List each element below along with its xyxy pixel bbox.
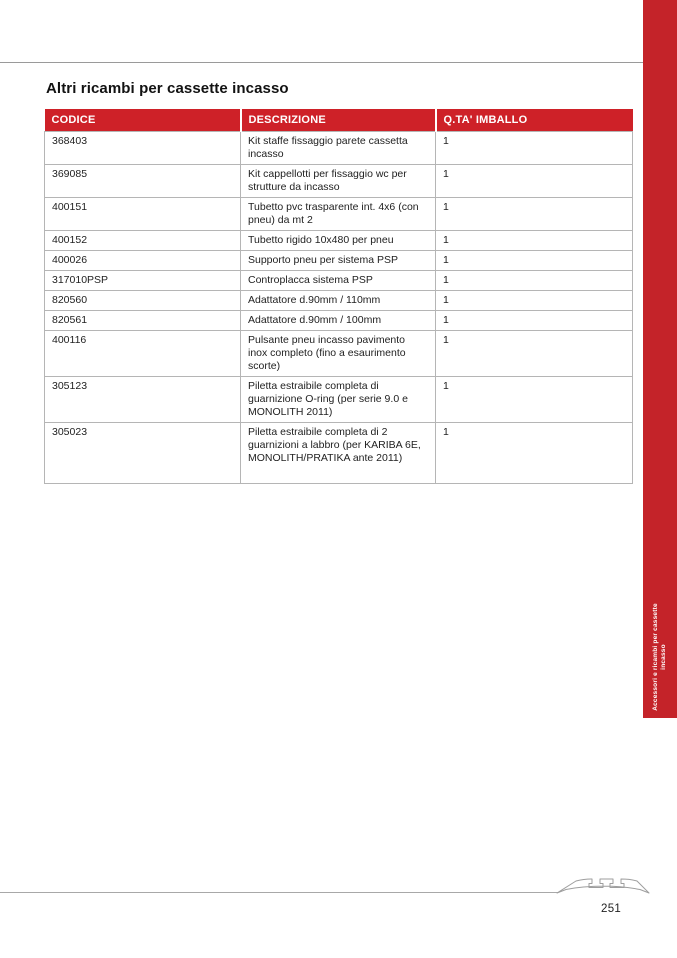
table-header — [45, 109, 633, 132]
table-row — [45, 291, 633, 311]
table-row — [45, 231, 633, 251]
qty-cell: 1 — [436, 251, 633, 271]
description-cell: Adattatore d.90mm / 110mm — [241, 291, 436, 311]
table-row — [45, 198, 633, 231]
table-row — [45, 271, 633, 291]
code-cell: 368403 — [45, 132, 241, 165]
qty-cell: 1 — [436, 165, 633, 198]
table-row — [45, 165, 633, 198]
code-cell: 305023 — [45, 423, 241, 484]
column-header-qta-imballo: Q.TA' IMBALLO — [436, 109, 633, 132]
description-cell: Tubetto rigido 10x480 per pneu — [241, 231, 436, 251]
section-tab-label-line2: incasso — [660, 644, 667, 670]
code-cell: 305123 — [45, 377, 241, 423]
spare-parts-table — [44, 109, 633, 484]
column-header-codice: CODICE — [45, 109, 241, 132]
qty-cell: 1 — [436, 311, 633, 331]
section-tab-label-line1: Accessori e ricambi per cassette — [652, 603, 659, 711]
qty-cell: 1 — [436, 377, 633, 423]
qty-cell: 1 — [436, 271, 633, 291]
description-cell: Kit cappellotti per fissaggio wc per strutture da incasso — [241, 165, 436, 198]
code-cell: 400151 — [45, 198, 241, 231]
code-cell: 400116 — [45, 331, 241, 377]
page-title: Altri ricambi per cassette incasso — [46, 80, 289, 97]
column-header-descrizione: DESCRIZIONE — [241, 109, 436, 132]
table-row — [45, 132, 633, 165]
table-row — [45, 311, 633, 331]
table-row — [45, 377, 633, 423]
description-cell: Piletta estraibile completa di 2 guarnizioni a labbro (per KARIBA 6E, MONOLITH/PRATIKA ante 2011) — [241, 423, 436, 484]
qty-cell: 1 — [436, 198, 633, 231]
qty-cell: 1 — [436, 132, 633, 165]
code-cell: 369085 — [45, 165, 241, 198]
code-cell: 820560 — [45, 291, 241, 311]
table-row — [45, 331, 633, 377]
code-cell: 400152 — [45, 231, 241, 251]
bottom-divider — [0, 892, 558, 893]
qty-cell: 1 — [436, 331, 633, 377]
table-row — [45, 423, 633, 484]
description-cell: Controplacca sistema PSP — [241, 271, 436, 291]
gasket-profile-drawing — [556, 876, 650, 906]
description-cell: Supporto pneu per sistema PSP — [241, 251, 436, 271]
qty-cell: 1 — [436, 291, 633, 311]
top-divider — [0, 62, 643, 63]
page-number: 251 — [601, 903, 622, 915]
description-cell: Adattatore d.90mm / 100mm — [241, 311, 436, 331]
description-cell: Kit staffe fissaggio parete cassetta incasso — [241, 132, 436, 165]
code-cell: 400026 — [45, 251, 241, 271]
table-row — [45, 251, 633, 271]
description-cell: Tubetto pvc trasparente int. 4x6 (con pneu) da mt 2 — [241, 198, 436, 231]
code-cell: 317010PSP — [45, 271, 241, 291]
description-cell: Pulsante pneu incasso pavimento inox completo (fino a esaurimento scorte) — [241, 331, 436, 377]
description-cell: Piletta estraibile completa di guarnizione O-ring (per serie 9.0 e MONOLITH 2011) — [241, 377, 436, 423]
qty-cell: 1 — [436, 423, 633, 484]
code-cell: 820561 — [45, 311, 241, 331]
section-tab-label — [652, 592, 668, 722]
section-tab-bar — [643, 0, 677, 718]
qty-cell: 1 — [436, 231, 633, 251]
table-header-row — [45, 109, 633, 132]
